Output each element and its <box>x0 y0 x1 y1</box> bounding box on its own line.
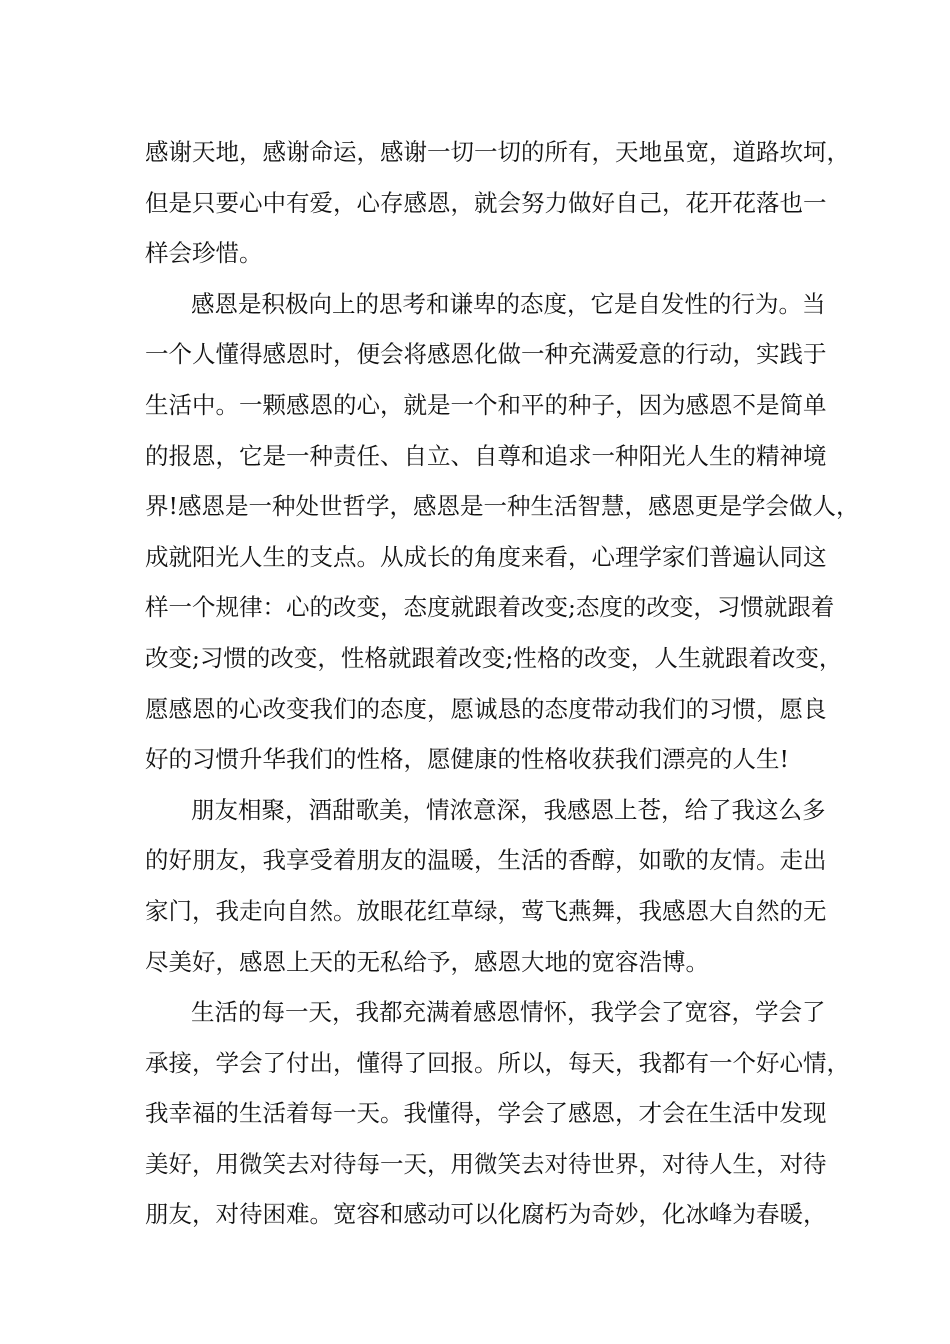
text-line: 感谢天地，感谢命运，感谢一切一切的所有，天地虽宽，道路坎坷， <box>145 138 850 166</box>
text-line: 尽美好，感恩上天的无私给予，感恩大地的宽容浩博。 <box>145 947 709 976</box>
text-line: 承接，学会了付出，懂得了回报。所以，每天，我都有一个好心情， <box>145 1048 850 1077</box>
text-line: 家门，我走向自然。放眼花红草绿，莺飞燕舞，我感恩大自然的无 <box>145 896 827 925</box>
text-line: 一个人懂得感恩时，便会将感恩化做一种充满爱意的行动，实践于 <box>145 340 827 369</box>
text-line: 朋友相聚，酒甜歌美，情浓意深，我感恩上苍，给了我这么多 <box>191 795 826 824</box>
text-line: 朋友，对待困难。宽容和感动可以化腐朽为奇妙，化冰峰为春暖， <box>145 1200 827 1229</box>
text-line: 样会珍惜。 <box>145 239 263 268</box>
text-line: 改变;习惯的改变，性格就跟着改变;性格的改变，人生就跟着改变， <box>145 643 843 672</box>
text-line: 生活的每一天，我都充满着感恩情怀，我学会了宽容，学会了 <box>191 998 826 1027</box>
text-line: 样一个规律：心的改变，态度就跟着改变;态度的改变，习惯就跟着 <box>145 593 835 622</box>
text-line: 感恩是积极向上的思考和谦卑的态度，它是自发性的行为。当 <box>191 289 826 318</box>
text-line: 界!感恩是一种处世哲学，感恩是一种生活智慧，感恩更是学会做人， <box>145 492 860 521</box>
text-line: 的好朋友，我享受着朋友的温暖，生活的香醇，如歌的友情。走出 <box>145 846 827 875</box>
text-line: 我幸福的生活着每一天。我懂得，学会了感恩，才会在生活中发现 <box>145 1099 827 1128</box>
document-body <box>145 127 860 1240</box>
text-line: 美好，用微笑去对待每一天，用微笑去对待世界，对待人生，对待 <box>145 1149 827 1178</box>
paragraph-1 <box>145 127 850 279</box>
text-line: 的报恩，它是一种责任、自立、自尊和追求一种阳光人生的精神境 <box>145 441 827 470</box>
text-line: 成就阳光人生的支点。从成长的角度来看，心理学家们普遍认同这 <box>145 542 827 571</box>
text-line: 但是只要心中有爱，心存感恩，就会努力做好自己，花开花落也一 <box>145 188 827 217</box>
paragraph-3 <box>145 785 827 987</box>
text-line: 生活中。一颗感恩的心，就是一个和平的种子，因为感恩不是简单 <box>145 390 827 419</box>
text-line: 愿感恩的心改变我们的态度，愿诚恳的态度带动我们的习惯，愿良 <box>145 694 827 723</box>
paragraph-4 <box>145 987 850 1240</box>
paragraph-2 <box>145 279 860 785</box>
text-line: 好的习惯升华我们的性格，愿健康的性格收获我们漂亮的人生! <box>145 745 789 774</box>
